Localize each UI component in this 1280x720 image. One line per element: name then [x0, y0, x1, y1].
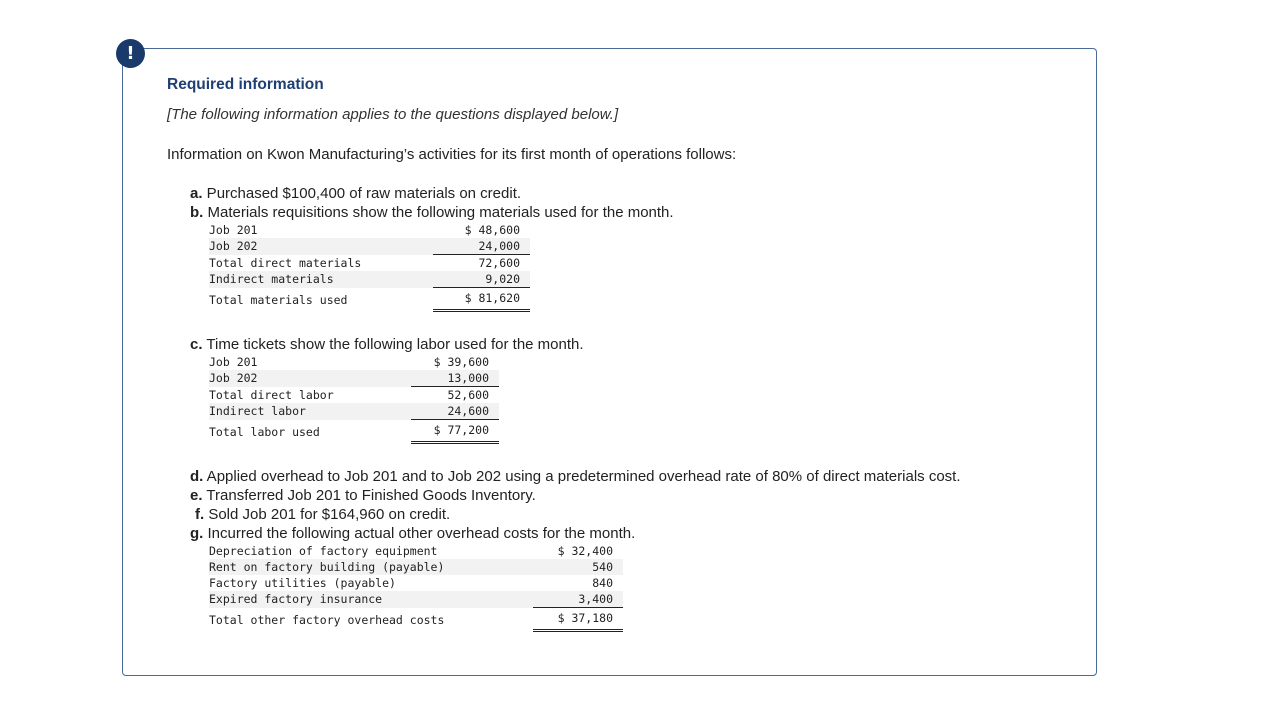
- row-label: Job 202: [209, 370, 411, 387]
- row-amount: 52,600: [447, 388, 489, 402]
- table-row: [209, 370, 499, 387]
- materials-table: [209, 222, 530, 312]
- step-b-text: Materials requisitions show the following materials used for the month.: [203, 204, 674, 221]
- row-amount: 3,400: [533, 591, 623, 608]
- row-amount: 24,600: [411, 403, 499, 420]
- step-g-text: Incurred the following actual other overhead costs for the month.: [203, 525, 636, 542]
- step-c: [190, 336, 584, 353]
- step-a-letter: a.: [190, 185, 203, 202]
- row-label: Rent on factory building (payable): [209, 559, 533, 575]
- row-amount: 840: [592, 576, 613, 590]
- step-c-text: Time tickets show the following labor used for the month.: [202, 336, 584, 353]
- table-row: [209, 222, 530, 238]
- step-d-letter: d.: [190, 468, 204, 485]
- step-f-letter: f.: [195, 506, 205, 523]
- row-label: Depreciation of factory equipment: [209, 544, 438, 558]
- table-row: [209, 543, 623, 559]
- row-amount: 540: [533, 559, 623, 575]
- row-amount: $ 48,600: [464, 223, 520, 237]
- row-label: Expired factory insurance: [209, 591, 533, 608]
- table-row-total: [209, 288, 530, 311]
- row-label: Indirect materials: [209, 271, 433, 288]
- table-row: [209, 387, 499, 404]
- row-amount: 24,000: [433, 238, 530, 255]
- row-amount: $ 77,200: [411, 420, 499, 443]
- row-label: Total labor used: [209, 424, 320, 439]
- row-amount: 72,600: [478, 256, 520, 270]
- intro-text: Information on Kwon Manufacturing’s activities for its first month of operations follows:: [167, 146, 737, 163]
- overhead-table: [209, 543, 623, 632]
- row-amount: $ 39,600: [433, 355, 489, 369]
- row-amount: $ 37,180: [533, 608, 623, 631]
- row-amount: 9,020: [433, 271, 530, 288]
- table-row: [209, 403, 499, 420]
- table-row: [209, 559, 623, 575]
- row-label: Total other factory overhead costs: [209, 612, 445, 627]
- step-f-text: Sold Job 201 for $164,960 on credit.: [204, 506, 451, 523]
- table-row: [209, 354, 499, 370]
- step-e-text: Transferred Job 201 to Finished Goods Inventory.: [202, 487, 536, 504]
- step-d-text: Applied overhead to Job 201 and to Job 202 using a predetermined overhead rate of 80% of direct materials cost.: [203, 468, 961, 485]
- row-label: Job 201: [209, 355, 258, 369]
- row-label: Total direct materials: [209, 255, 362, 270]
- table-row: [209, 591, 623, 608]
- table-row: [209, 238, 530, 255]
- labor-table: [209, 354, 499, 444]
- step-b: [190, 204, 674, 221]
- table-row: [209, 255, 530, 272]
- row-label: Factory utilities (payable): [209, 576, 396, 590]
- step-e-letter: e.: [190, 487, 203, 504]
- info-note: [The following information applies to the questions displayed below.]: [167, 106, 619, 123]
- row-amount: $ 81,620: [433, 288, 530, 311]
- step-a-text: Purchased $100,400 of raw materials on credit.: [202, 185, 522, 202]
- step-e: [190, 487, 536, 504]
- row-label: Total materials used: [209, 292, 348, 307]
- table-row-total: [209, 420, 499, 443]
- row-amount: $ 32,400: [557, 544, 613, 558]
- row-label: Job 202: [209, 238, 433, 255]
- row-label: Job 201: [209, 223, 258, 237]
- step-f: [195, 506, 450, 523]
- row-label: Indirect labor: [209, 403, 411, 420]
- required-information-card: [122, 48, 1097, 676]
- step-g-letter: g.: [190, 525, 204, 542]
- step-d: [190, 468, 961, 485]
- step-g: [190, 525, 635, 542]
- section-heading: Required information: [167, 76, 324, 93]
- step-c-letter: c.: [190, 336, 203, 353]
- table-row-total: [209, 608, 623, 631]
- step-a: [190, 185, 521, 202]
- row-label: Total direct labor: [209, 387, 334, 402]
- row-amount: 13,000: [411, 370, 499, 387]
- step-b-letter: b.: [190, 204, 204, 221]
- table-row: [209, 271, 530, 288]
- table-row: [209, 575, 623, 591]
- alert-icon: !: [116, 39, 145, 68]
